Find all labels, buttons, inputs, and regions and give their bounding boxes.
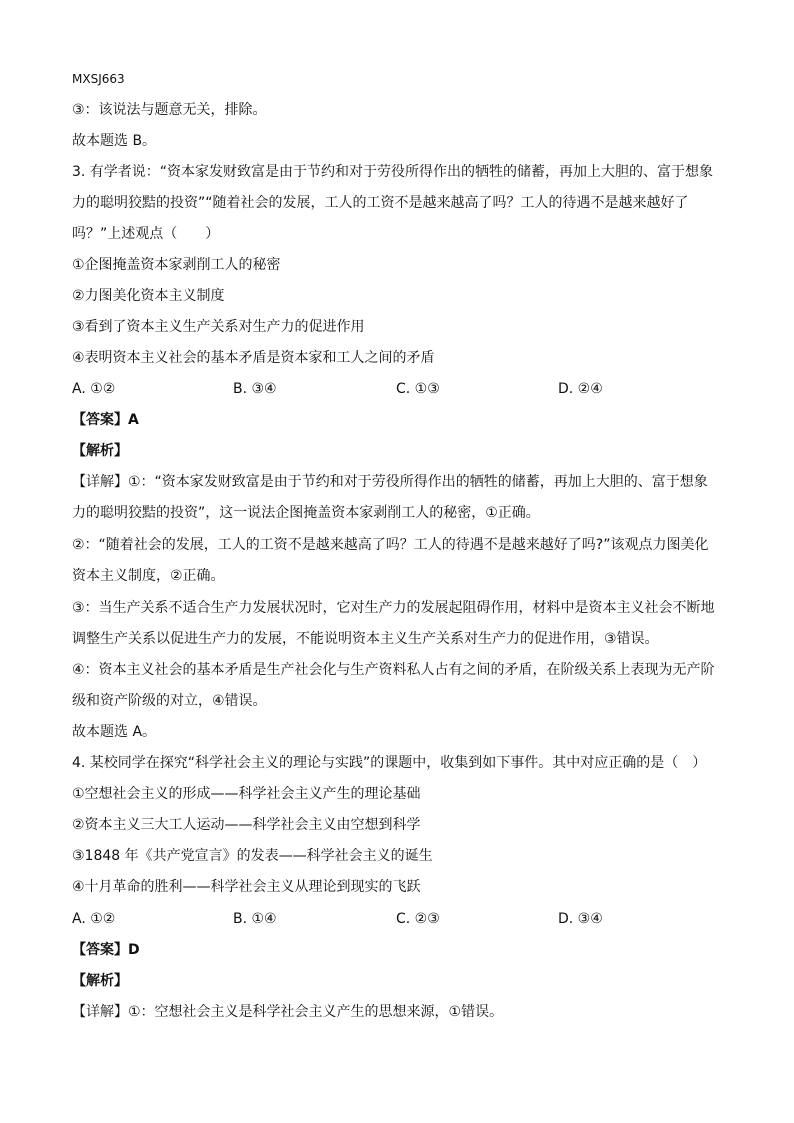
q4-item-1: ①空想社会主义的形成——科学社会主义产生的理论基础 (72, 786, 421, 802)
q4-detail-line-1: 【详解】①：空想社会主义是科学社会主义产生的思想来源，①错误。 (72, 1004, 504, 1020)
q3-detail-line-1: 【详解】①：“资本家发财致富是由于节约和对于劳役所得作出的牺牲的储蓄，再加上大胆的、富于想象 (72, 474, 708, 490)
q3-option-a: A. ①② (72, 381, 116, 397)
q3-stem-line-1: 3. 有学者说：“资本家发财致富是由于节约和对于劳役所得作出的牺牲的储蓄，再加上大胆的、富于想象 (72, 164, 714, 180)
header-code: MXSJ663 (72, 72, 125, 86)
q3-item-1: ①企图掩盖资本家剥削工人的秘密 (72, 257, 281, 273)
q3-analysis-label: 【解析】 (72, 443, 128, 459)
q3-detail-line-6: 调整生产关系以促进生产力的发展，不能说明资本主义生产关系对生产力的促进作用，③错误。 (72, 631, 659, 647)
q4-option-a: A. ①② (72, 911, 116, 927)
q3-stem-line-3: 吗？”上述观点（ ） (72, 226, 220, 242)
q4-option-c: C. ②③ (396, 911, 440, 927)
q4-option-b: B. ①④ (233, 911, 277, 927)
q3-stem-line-2: 力的聪明狡黠的投资”“随着社会的发展，工人的工资不是越来越高了吗？工人的待遇不是越来越好了 (72, 195, 689, 211)
prev-conclusion: 故本题选 B。 (72, 133, 157, 149)
q3-detail-line-8: 级和资产阶级的对立，④错误。 (72, 693, 267, 709)
q3-option-d: D. ②④ (558, 381, 603, 397)
q4-item-3: ③1848 年《共产党宣言》的发表——科学社会主义的诞生 (72, 848, 433, 864)
q3-answer: 【答案】A (72, 412, 139, 428)
q3-item-4: ④表明资本主义社会的基本矛盾是资本家和工人之间的矛盾 (72, 350, 435, 366)
q3-detail-line-5: ③：当生产关系不适合生产力发展状况时，它对生产力的发展起阻碍作用，材料中是资本主义社会不断地 (72, 600, 715, 616)
q3-detail-line-2: 力的聪明狡黠的投资”，这一说法企图掩盖资本家剥削工人的秘密，①正确。 (72, 505, 540, 521)
q3-option-c: C. ①③ (396, 381, 440, 397)
q4-item-2: ②资本主义三大工人运动——科学社会主义由空想到科学 (72, 817, 421, 833)
q3-option-b: B. ③④ (233, 381, 277, 397)
q3-detail-line-7: ④：资本主义社会的基本矛盾是生产社会化与生产资料私人占有之间的矛盾，在阶级关系上表现为无产阶 (72, 662, 715, 678)
q3-item-2: ②力图美化资本主义制度 (72, 288, 225, 304)
q3-item-3: ③看到了资本主义生产关系对生产力的促进作用 (72, 319, 365, 335)
q4-analysis-label: 【解析】 (72, 973, 128, 989)
prev-analysis-line: ③：该说法与题意无关，排除。 (72, 102, 267, 118)
q4-option-d: D. ③④ (558, 911, 603, 927)
q3-detail-line-4: 资本主义制度，②正确。 (72, 568, 225, 584)
q4-item-4: ④十月革命的胜利——科学社会主义从理论到现实的飞跃 (72, 879, 421, 895)
q3-conclusion: 故本题选 A。 (72, 724, 157, 740)
q4-stem-line-1: 4. 某校同学在探究“科学社会主义的理论与实践”的课题中，收集到如下事件。其中对应正确的是（ ） (72, 755, 707, 771)
q4-answer: 【答案】D (72, 942, 140, 958)
q3-detail-line-3: ②：“随着社会的发展，工人的工资不是越来越高了吗？工人的待遇不是越来越好了吗?”该观点力图美化 (72, 537, 709, 553)
